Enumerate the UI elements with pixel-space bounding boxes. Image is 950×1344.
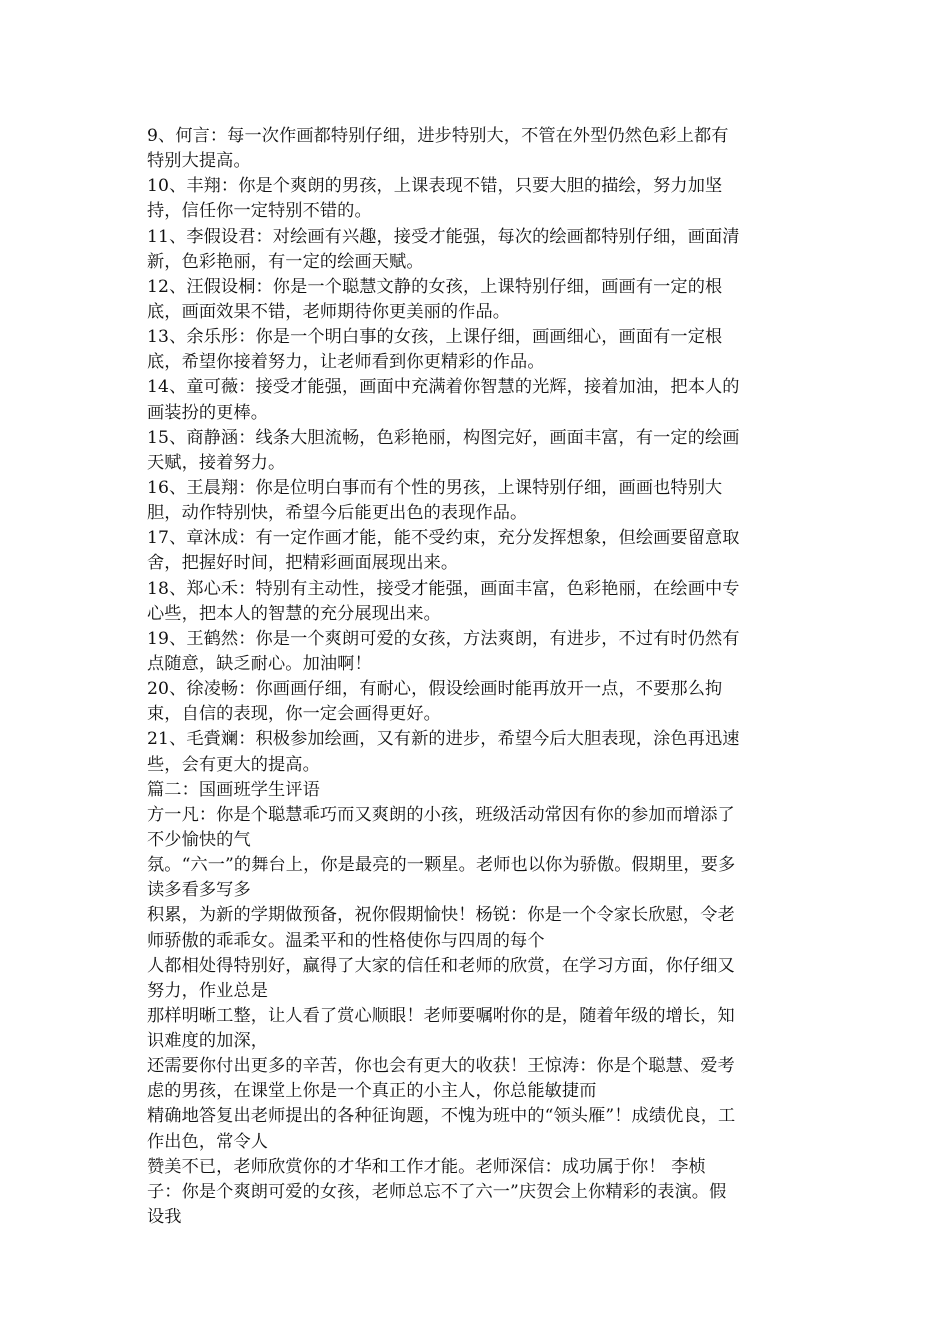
text-line: 不少愉快的气 xyxy=(147,829,251,850)
text-line: 读多看多写多 xyxy=(147,880,251,901)
text-line: 设我 xyxy=(147,1207,182,1228)
text-line: 心些，把本人的智慧的充分展现出来。 xyxy=(147,603,441,624)
text-line: 10、丰翔：你是个爽朗的男孩，上课表现不错，只要大胆的描绘，努力加坚 xyxy=(147,176,723,197)
text-line: 特别大提高。 xyxy=(147,151,251,172)
text-line: 天赋，接着努力。 xyxy=(147,452,286,473)
text-line: 积累，为新的学期做预备，祝你假期愉快！杨锐：你是一个令家长欣慰，令老 xyxy=(147,905,735,926)
text-line: 那样明晰工整，让人看了赏心顺眼！老师要嘱咐你的是，随着年级的增长，知 xyxy=(147,1005,735,1026)
text-line: 14、童可薇：接受才能强，画面中充满着你智慧的光辉，接着加油，把本人的 xyxy=(147,377,740,398)
text-line: 12、汪假设桐：你是一个聪慧文静的女孩，上课特别仔细，画画有一定的根 xyxy=(147,276,723,297)
text-line: 赞美不已，老师欣赏你的才华和工作才能。老师深信：成功属于你！ 李桢 xyxy=(147,1156,706,1177)
text-line: 点随意，缺乏耐心。加油啊！ xyxy=(147,653,372,674)
text-line: 方一凡：你是个聪慧乖巧而又爽朗的小孩，班级活动常因有你的参加而增添了 xyxy=(147,804,735,825)
text-line: 持，信任你一定特别不错的。 xyxy=(147,201,372,222)
text-line: 21、毛賫斓：积极参加绘画，又有新的进步，希望今后大胆表现，涂色再迅速 xyxy=(147,729,740,750)
text-line: 人都相处得特别好，赢得了大家的信任和老师的欣赏，在学习方面，你仔细又 xyxy=(147,955,735,976)
text-line: 还需要你付出更多的辛苦，你也会有更大的收获！王惊涛：你是个聪慧、爱考 xyxy=(147,1056,735,1077)
section-heading: 篇二：国画班学生评语 xyxy=(147,779,320,800)
text-line: 氛。“六一”的舞台上，你是最亮的一颗星。老师也以你为骄傲。假期里，要多 xyxy=(147,855,736,876)
text-line: 作出色，常令人 xyxy=(147,1131,269,1152)
text-line: 些，会有更大的提高。 xyxy=(147,754,320,775)
text-line: 20、徐凌畅：你画画仔细，有耐心，假设绘画时能再放开一点，不要那么拘 xyxy=(147,679,723,700)
text-line: 18、郑心禾：特别有主动性，接受才能强，画面丰富，色彩艳丽，在绘画中专 xyxy=(147,578,740,599)
text-line: 9、何言：每一次作画都特别仔细，进步特别大，不管在外型仍然色彩上都有 xyxy=(147,126,729,146)
text-line: 师骄傲的乖乖女。温柔平和的性格使你与四周的每个 xyxy=(147,930,545,951)
text-line: 底，画面效果不错，老师期待你更美丽的作品。 xyxy=(147,301,511,322)
text-line: 新，色彩艳丽，有一定的绘画天赋。 xyxy=(147,251,424,272)
text-line: 识难度的加深， xyxy=(147,1031,269,1052)
text-line: 底，希望你接着努力，让老师看到你更精彩的作品。 xyxy=(147,352,545,373)
text-line: 11、李假设君：对绘画有兴趣，接受才能强，每次的绘画都特别仔细，画面清 xyxy=(147,226,740,247)
text-line: 精确地答复出老师提出的各种征询题，不愧为班中的“领头雁”！成绩优良，工 xyxy=(147,1106,736,1127)
text-line: 舍，把握好时间，把精彩画面展现出来。 xyxy=(147,553,459,574)
document-page xyxy=(147,124,807,1230)
text-line: 19、王鹤然：你是一个爽朗可爱的女孩，方法爽朗，有进步，不过有时仍然有 xyxy=(147,628,740,649)
text-line: 15、商静涵：线条大胆流畅，色彩艳丽，构图完好，画面丰富，有一定的绘画 xyxy=(147,427,740,448)
text-line: 子：你是个爽朗可爱的女孩，老师总忘不了六一”庆贺会上你精彩的表演。假 xyxy=(147,1181,727,1202)
text-line: 虑的男孩，在课堂上你是一个真正的小主人，你总能敏捷而 xyxy=(147,1081,597,1102)
text-line: 画装扮的更棒。 xyxy=(147,402,269,423)
text-line: 16、王晨翔：你是位明白事而有个性的男孩，上课特别仔细，画画也特别大 xyxy=(147,477,723,498)
text-line: 17、章沐成：有一定作画才能，能不受约束，充分发挥想象，但绘画要留意取 xyxy=(147,528,740,549)
text-line: 胆，动作特别快，希望今后能更出色的表现作品。 xyxy=(147,503,528,524)
text-line: 13、余乐彤：你是一个明白事的女孩，上课仔细，画画细心，画面有一定根 xyxy=(147,327,723,348)
text-line: 束，自信的表现，你一定会画得更好。 xyxy=(147,704,441,725)
text-line: 努力，作业总是 xyxy=(147,980,269,1001)
